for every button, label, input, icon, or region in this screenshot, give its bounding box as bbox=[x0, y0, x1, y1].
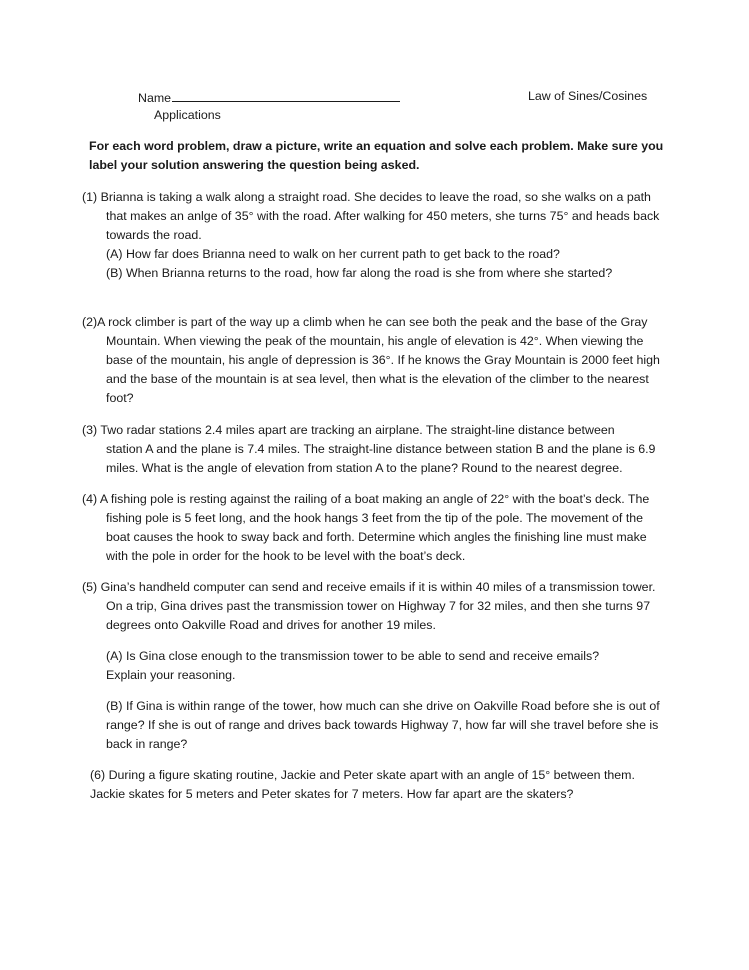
worksheet-title: Law of Sines/Cosines bbox=[528, 89, 648, 103]
problem-line: Jackie skates for 5 meters and Peter skates for 7 meters. How far apart are the skaters? bbox=[90, 787, 574, 801]
problem-part-b: (B) If Gina is within range of the tower, how much can she drive on Oakville Road before she is out of bbox=[106, 699, 660, 713]
problem-line: (6) During a figure skating routine, Jackie and Peter skate apart with an angle of 15° between them. bbox=[90, 768, 635, 782]
problem-line: (5) Gina’s handheld computer can send and receive emails if it is within 40 miles of a transmission tower. bbox=[82, 580, 656, 594]
problem-line: that makes an anlge of 35° with the road. After walking for 450 meters, she turns 75° and heads back bbox=[106, 209, 660, 223]
problem-line: (3) Two radar stations 2.4 miles apart are tracking an airplane. The straight-line distance between bbox=[82, 423, 615, 437]
problem-line: Explain your reasoning. bbox=[106, 668, 236, 682]
problem-line: foot? bbox=[106, 391, 134, 405]
problem-line: and the base of the mountain is at sea level, then what is the elevation of the climber to the nearest bbox=[106, 372, 649, 386]
problem-part-b: (B) When Brianna returns to the road, how far along the road is she from where she started? bbox=[106, 266, 613, 280]
name-blank-line[interactable] bbox=[172, 89, 400, 102]
name-label: Name bbox=[138, 91, 172, 105]
problem-line: miles. What is the angle of elevation from station A to the plane? Round to the nearest degree. bbox=[106, 461, 623, 475]
problem-line: On a trip, Gina drives past the transmission tower on Highway 7 for 32 miles, and then she turns 97 bbox=[106, 599, 651, 613]
instructions-line: For each word problem, draw a picture, write an equation and solve each problem. Make sure you bbox=[89, 139, 664, 153]
problem-line: boat causes the hook to sway back and forth. Determine which angles the finishing line must make bbox=[106, 530, 647, 544]
problem-line: (4) A fishing pole is resting against the railing of a boat making an angle of 22° with the boat’s deck. The bbox=[82, 492, 650, 506]
name-field[interactable] bbox=[138, 89, 400, 105]
worksheet-subtitle: Applications bbox=[154, 108, 221, 122]
problem-line: towards the road. bbox=[106, 228, 202, 242]
problem-line: fishing pole is 5 feet long, and the hook hangs 3 feet from the tip of the pole. The movement of the bbox=[106, 511, 644, 525]
problem-part-a: (A) Is Gina close enough to the transmission tower to be able to send and receive emails? bbox=[106, 649, 600, 663]
problem-line: degrees onto Oakville Road and drives for another 19 miles. bbox=[106, 618, 436, 632]
problem-line: (2)A rock climber is part of the way up a climb when he can see both the peak and the base of the Gray bbox=[82, 315, 648, 329]
problem-line: station A and the plane is 7.4 miles. The straight-line distance between station B and the plane is 6.9 bbox=[106, 442, 656, 456]
problem-line: range? If she is out of range and drives back towards Highway 7, how far will she travel before she is bbox=[106, 718, 659, 732]
instructions-line: label your solution answering the question being asked. bbox=[89, 158, 420, 172]
problem-line: with the pole in order for the hook to be level with the boat’s deck. bbox=[106, 549, 466, 563]
problem-line: base of the mountain, his angle of depression is 36°. If he knows the Gray Mountain is 2000 feet high bbox=[106, 353, 660, 367]
problem-line: Mountain. When viewing the peak of the mountain, his angle of elevation is 42°. When viewing the bbox=[106, 334, 644, 348]
problem-line: back in range? bbox=[106, 737, 188, 751]
problem-part-a: (A) How far does Brianna need to walk on her current path to get back to the road? bbox=[106, 247, 560, 261]
problem-line: (1) Brianna is taking a walk along a straight road. She decides to leave the road, so she walks on a path bbox=[82, 190, 651, 204]
